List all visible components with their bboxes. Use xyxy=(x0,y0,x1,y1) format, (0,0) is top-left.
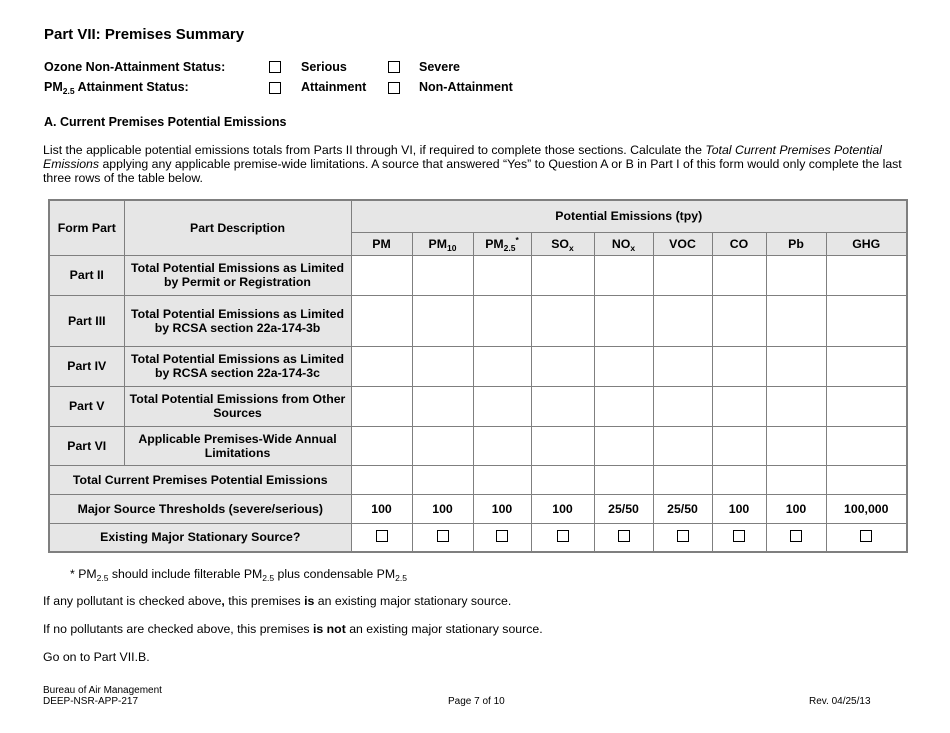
emission-input-cell[interactable] xyxy=(766,295,826,346)
emission-input-cell[interactable] xyxy=(826,255,907,295)
table-row xyxy=(49,346,907,386)
existing-voc-cell xyxy=(653,523,712,552)
row-part-description: Total Potential Emissions as Limited by RCSA section 22a-174-3c xyxy=(124,346,351,386)
table-row-existing-source xyxy=(49,523,907,552)
row-part-label: Part IV xyxy=(49,346,124,386)
emission-input-cell[interactable] xyxy=(351,346,412,386)
header-sox: $SO_x$ xyxy=(531,232,594,255)
threshold-voc: 25/50 xyxy=(653,494,712,523)
emission-input-cell[interactable] xyxy=(594,346,653,386)
ozone-severe-checkbox[interactable] xyxy=(388,61,400,73)
existing-pm-checkbox[interactable] xyxy=(376,530,388,542)
row-part-description: Total Potential Emissions from Other Sources xyxy=(124,386,351,426)
emission-input-cell[interactable] xyxy=(531,295,594,346)
emission-input-cell[interactable] xyxy=(766,426,826,465)
table-row xyxy=(49,255,907,295)
header-pm25: $PM_{2.5}^*$ xyxy=(473,232,531,255)
total-row-label: Total Current Premises Potential Emissions xyxy=(49,465,351,494)
emission-input-cell[interactable] xyxy=(531,465,594,494)
emission-input-cell[interactable] xyxy=(473,426,531,465)
row-part-description: Total Potential Emissions as Limited by RCSA section 22a-174-3b xyxy=(124,295,351,346)
emission-input-cell[interactable] xyxy=(653,426,712,465)
existing-pm10-checkbox[interactable] xyxy=(437,530,449,542)
header-part-description: Part Description xyxy=(124,200,351,255)
existing-nox-checkbox[interactable] xyxy=(618,530,630,542)
table-row xyxy=(49,426,907,465)
emission-input-cell[interactable] xyxy=(766,346,826,386)
threshold-co: 100 xyxy=(712,494,766,523)
table-row-total xyxy=(49,465,907,494)
emission-input-cell[interactable] xyxy=(473,386,531,426)
emission-input-cell[interactable] xyxy=(826,386,907,426)
emission-input-cell[interactable] xyxy=(653,346,712,386)
pm25-status-label: $PM_{2.5}$ Attainment Status: xyxy=(44,80,189,96)
header-pb: Pb xyxy=(766,232,826,255)
emission-input-cell[interactable] xyxy=(826,465,907,494)
header-nox: $NO_x$ xyxy=(594,232,653,255)
go-on-instruction: Go on to Part VII.B. xyxy=(43,650,150,664)
emission-input-cell[interactable] xyxy=(473,255,531,295)
existing-pm25-checkbox[interactable] xyxy=(496,530,508,542)
header-co: CO xyxy=(712,232,766,255)
emission-input-cell[interactable] xyxy=(653,255,712,295)
emission-input-cell[interactable] xyxy=(594,386,653,426)
emission-input-cell[interactable] xyxy=(594,255,653,295)
existing-ghg-cell xyxy=(826,523,907,552)
emission-input-cell[interactable] xyxy=(531,255,594,295)
emission-input-cell[interactable] xyxy=(473,295,531,346)
header-potential-emissions: Potential Emissions (tpy) xyxy=(351,200,907,232)
table-row-thresholds xyxy=(49,494,907,523)
row-part-label: Part III xyxy=(49,295,124,346)
emission-input-cell[interactable] xyxy=(826,426,907,465)
existing-sox-cell xyxy=(531,523,594,552)
header-voc: VOC xyxy=(653,232,712,255)
emission-input-cell[interactable] xyxy=(531,346,594,386)
emission-input-cell[interactable] xyxy=(766,465,826,494)
existing-voc-checkbox[interactable] xyxy=(677,530,689,542)
emission-input-cell[interactable] xyxy=(766,255,826,295)
emission-input-cell[interactable] xyxy=(351,386,412,426)
table-row xyxy=(49,295,907,346)
emission-input-cell[interactable] xyxy=(594,465,653,494)
emission-input-cell[interactable] xyxy=(653,295,712,346)
row-part-label: Part V xyxy=(49,386,124,426)
ozone-serious-label: Serious xyxy=(301,60,347,74)
existing-sox-checkbox[interactable] xyxy=(557,530,569,542)
table-row xyxy=(49,386,907,426)
emission-input-cell[interactable] xyxy=(653,465,712,494)
header-ghg: GHG xyxy=(826,232,907,255)
threshold-ghg: 100,000 xyxy=(826,494,907,523)
row-part-description: Total Potential Emissions as Limited by Permit or Registration xyxy=(124,255,351,295)
emission-input-cell[interactable] xyxy=(351,255,412,295)
existing-pm-cell xyxy=(351,523,412,552)
emission-input-cell[interactable] xyxy=(473,465,531,494)
emission-input-cell[interactable] xyxy=(653,386,712,426)
emission-input-cell[interactable] xyxy=(351,426,412,465)
threshold-pm25: 100 xyxy=(473,494,531,523)
pm25-nonattainment-label: Non-Attainment xyxy=(419,80,513,94)
emission-input-cell[interactable] xyxy=(412,465,473,494)
threshold-pm10: 100 xyxy=(412,494,473,523)
footer-form-id: DEEP-NSR-APP-217 xyxy=(43,696,139,707)
emission-input-cell[interactable] xyxy=(712,295,766,346)
ozone-status-label: Ozone Non-Attainment Status: xyxy=(44,60,226,74)
emission-input-cell[interactable] xyxy=(712,465,766,494)
emission-input-cell[interactable] xyxy=(412,295,473,346)
emission-input-cell[interactable] xyxy=(712,346,766,386)
footer-page-number: Page 7 of 10 xyxy=(448,696,505,707)
emission-input-cell[interactable] xyxy=(712,255,766,295)
threshold-sox: 100 xyxy=(531,494,594,523)
existing-pb-checkbox[interactable] xyxy=(790,530,802,542)
emission-input-cell[interactable] xyxy=(531,386,594,426)
header-pm: PM xyxy=(351,232,412,255)
emission-input-cell[interactable] xyxy=(594,295,653,346)
emission-input-cell[interactable] xyxy=(531,426,594,465)
header-form-part: Form Part xyxy=(49,200,124,255)
section-a-instructions: List the applicable potential emissions totals from Parts II through VI, if required to complete those sections. Calculate the Total Current Premises Potential Emissions applying any applicable premise-wide limitations. A source that answered “Yes” to Question A or B in Part I of this form would only complete the last three rows of the table below. xyxy=(43,143,902,186)
section-a-heading: A. Current Premises Potential Emissions xyxy=(44,115,287,129)
emission-input-cell[interactable] xyxy=(712,386,766,426)
page-title: Part VII: Premises Summary xyxy=(44,26,245,43)
pm25-attainment-label: Attainment xyxy=(301,80,367,94)
emission-input-cell[interactable] xyxy=(594,426,653,465)
row-part-description: Applicable Premises-Wide Annual Limitations xyxy=(124,426,351,465)
threshold-pm: 100 xyxy=(351,494,412,523)
existing-pm25-cell xyxy=(473,523,531,552)
existing-source-label: Existing Major Stationary Source? xyxy=(49,523,351,552)
emission-input-cell[interactable] xyxy=(412,386,473,426)
header-pm10: $PM_{10}$ xyxy=(412,232,473,255)
instruction-checked: If any pollutant is checked above, this premises is an existing major stationary source. xyxy=(43,594,512,608)
existing-co-cell xyxy=(712,523,766,552)
emission-input-cell[interactable] xyxy=(412,346,473,386)
emission-input-cell[interactable] xyxy=(766,386,826,426)
pm25-nonattainment-checkbox[interactable] xyxy=(388,82,400,94)
emission-input-cell[interactable] xyxy=(826,346,907,386)
existing-pm10-cell xyxy=(412,523,473,552)
ozone-serious-checkbox[interactable] xyxy=(269,61,281,73)
existing-ghg-checkbox[interactable] xyxy=(860,530,872,542)
threshold-row-label: Major Source Thresholds (severe/serious) xyxy=(49,494,351,523)
row-part-label: Part VI xyxy=(49,426,124,465)
emission-input-cell[interactable] xyxy=(473,346,531,386)
emission-input-cell[interactable] xyxy=(351,465,412,494)
emission-input-cell[interactable] xyxy=(412,426,473,465)
emission-input-cell[interactable] xyxy=(351,295,412,346)
emission-input-cell[interactable] xyxy=(712,426,766,465)
instruction-unchecked: If no pollutants are checked above, this premises is not an existing major stationary source. xyxy=(43,622,543,636)
existing-nox-cell xyxy=(594,523,653,552)
existing-pb-cell xyxy=(766,523,826,552)
ozone-severe-label: Severe xyxy=(419,60,461,74)
threshold-pb: 100 xyxy=(766,494,826,523)
emission-input-cell[interactable] xyxy=(412,255,473,295)
pm25-footnote: * $PM_{2.5}$ should include filterable $PM_{2.5}$ plus condensable $PM_{2.5}$ xyxy=(70,567,407,583)
existing-co-checkbox[interactable] xyxy=(733,530,745,542)
footer-bureau: Bureau of Air Management xyxy=(43,685,162,696)
emissions-table xyxy=(48,199,908,553)
emission-input-cell[interactable] xyxy=(826,295,907,346)
footer-revision: Rev. 04/25/13 xyxy=(809,696,871,707)
pm25-attainment-checkbox[interactable] xyxy=(269,82,281,94)
row-part-label: Part II xyxy=(49,255,124,295)
threshold-nox: 25/50 xyxy=(594,494,653,523)
